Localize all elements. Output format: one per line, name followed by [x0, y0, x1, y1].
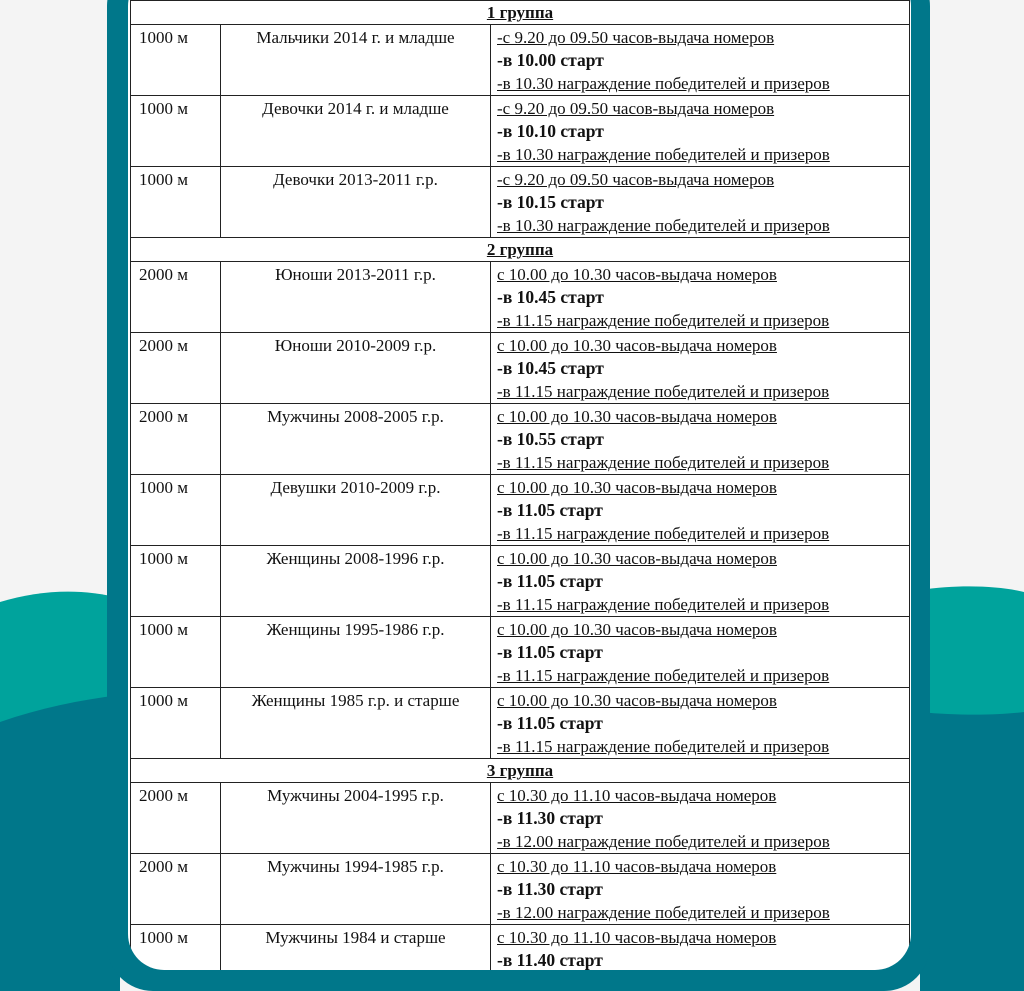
schedule-cell — [491, 333, 910, 404]
award-time: -в 11.15 награждение победителей и призеров — [497, 524, 830, 543]
distance-cell: 1000 м — [131, 617, 221, 688]
number-issue-time: с 10.00 до 10.30 часов-выдача номеров — [497, 549, 777, 568]
table-row — [131, 262, 910, 333]
distance-cell: 1000 м — [131, 925, 221, 971]
table-row — [131, 854, 910, 925]
award-time: -в 11.15 награждение победителей и призеров — [497, 595, 830, 614]
category-cell: Девочки 2013-2011 г.р. — [221, 167, 491, 238]
start-time: -в 11.05 старт — [497, 571, 603, 591]
distance-cell: 1000 м — [131, 546, 221, 617]
start-time: -в 11.40 старт — [497, 950, 603, 970]
group-header-row — [131, 1, 910, 25]
award-time: -в 12.00 награждение победителей и призеров — [497, 832, 830, 851]
table-row — [131, 688, 910, 759]
schedule-document — [130, 0, 909, 970]
start-time: -в 10.55 старт — [497, 429, 604, 449]
number-issue-time: -с 9.20 до 09.50 часов-выдача номеров — [497, 28, 775, 47]
category-cell: Мальчики 2014 г. и младше — [221, 25, 491, 96]
group-title: 3 группа — [131, 759, 910, 783]
number-issue-time: -с 9.20 до 09.50 часов-выдача номеров — [497, 99, 775, 118]
number-issue-time: с 10.00 до 10.30 часов-выдача номеров — [497, 336, 777, 355]
table-row — [131, 546, 910, 617]
schedule-cell — [491, 262, 910, 333]
distance-cell: 2000 м — [131, 783, 221, 854]
group-header-row — [131, 759, 910, 783]
number-issue-time: с 10.30 до 11.10 часов-выдача номеров — [497, 857, 777, 876]
table-row — [131, 617, 910, 688]
table-row — [131, 783, 910, 854]
category-cell: Мужчины 2004-1995 г.р. — [221, 783, 491, 854]
schedule-cell — [491, 546, 910, 617]
table-row — [131, 96, 910, 167]
award-time: -в 11.15 награждение победителей и призеров — [497, 737, 830, 756]
right-wave-dark — [920, 712, 1024, 991]
number-issue-time: с 10.00 до 10.30 часов-выдача номеров — [497, 620, 777, 639]
award-time: -в 10.30 награждение победителей и призеров — [497, 74, 830, 93]
schedule-cell — [491, 475, 910, 546]
group-header-row — [131, 238, 910, 262]
number-issue-time: с 10.00 до 10.30 часов-выдача номеров — [497, 265, 777, 284]
number-issue-time: с 10.00 до 10.30 часов-выдача номеров — [497, 407, 777, 426]
schedule-cell — [491, 854, 910, 925]
category-cell: Женщины 1995-1986 г.р. — [221, 617, 491, 688]
distance-cell: 1000 м — [131, 25, 221, 96]
award-time: -в 11.15 награждение победителей и призеров — [497, 382, 830, 401]
award-time: -в 11.15 награждение победителей и призеров — [497, 311, 830, 330]
start-time: -в 11.05 старт — [497, 500, 603, 520]
start-time: -в 10.00 старт — [497, 50, 604, 70]
award-time: -в 11.15 награждение победителей и призеров — [497, 453, 830, 472]
schedule-cell — [491, 167, 910, 238]
table-row — [131, 925, 910, 971]
group-title: 1 группа — [131, 1, 910, 25]
schedule-cell — [491, 925, 910, 971]
distance-cell: 2000 м — [131, 404, 221, 475]
number-issue-time: -с 9.20 до 09.50 часов-выдача номеров — [497, 170, 775, 189]
start-time: -в 11.30 старт — [497, 879, 603, 899]
schedule-table — [130, 0, 910, 970]
number-issue-time: с 10.00 до 10.30 часов-выдача номеров — [497, 691, 777, 710]
award-time: -в 11.15 награждение победителей и призеров — [497, 666, 830, 685]
award-time: -в 10.30 награждение победителей и призеров — [497, 145, 830, 164]
distance-cell: 1000 м — [131, 96, 221, 167]
category-cell: Женщины 2008-1996 г.р. — [221, 546, 491, 617]
category-cell: Юноши 2013-2011 г.р. — [221, 262, 491, 333]
schedule-cell — [491, 25, 910, 96]
start-time: -в 11.05 старт — [497, 642, 603, 662]
group-title: 2 группа — [131, 238, 910, 262]
table-row — [131, 475, 910, 546]
left-wave-dark — [0, 695, 120, 991]
category-cell: Девушки 2010-2009 г.р. — [221, 475, 491, 546]
document-card — [128, 0, 911, 970]
award-time: -в 12.00 награждение победителей и призеров — [497, 903, 830, 922]
award-time: -в 10.30 награждение победителей и призеров — [497, 216, 830, 235]
table-row — [131, 333, 910, 404]
table-row — [131, 25, 910, 96]
distance-cell: 2000 м — [131, 333, 221, 404]
distance-cell: 2000 м — [131, 854, 221, 925]
start-time: -в 10.45 старт — [497, 287, 604, 307]
start-time: -в 11.05 старт — [497, 713, 603, 733]
start-time: -в 10.45 старт — [497, 358, 604, 378]
distance-cell: 2000 м — [131, 262, 221, 333]
category-cell: Юноши 2010-2009 г.р. — [221, 333, 491, 404]
schedule-cell — [491, 404, 910, 475]
category-cell: Мужчины 1984 и старше — [221, 925, 491, 971]
schedule-cell — [491, 688, 910, 759]
schedule-cell — [491, 783, 910, 854]
category-cell: Женщины 1985 г.р. и старше — [221, 688, 491, 759]
schedule-cell — [491, 617, 910, 688]
number-issue-time: с 10.30 до 11.10 часов-выдача номеров — [497, 928, 777, 947]
category-cell: Мужчины 2008-2005 г.р. — [221, 404, 491, 475]
number-issue-time: с 10.30 до 11.10 часов-выдача номеров — [497, 786, 777, 805]
distance-cell: 1000 м — [131, 688, 221, 759]
category-cell: Девочки 2014 г. и младше — [221, 96, 491, 167]
start-time: -в 10.15 старт — [497, 192, 604, 212]
start-time: -в 11.30 старт — [497, 808, 603, 828]
number-issue-time: с 10.00 до 10.30 часов-выдача номеров — [497, 478, 777, 497]
category-cell: Мужчины 1994-1985 г.р. — [221, 854, 491, 925]
schedule-table-body — [131, 1, 910, 971]
distance-cell: 1000 м — [131, 475, 221, 546]
schedule-cell — [491, 96, 910, 167]
distance-cell: 1000 м — [131, 167, 221, 238]
table-row — [131, 404, 910, 475]
table-row — [131, 167, 910, 238]
start-time: -в 10.10 старт — [497, 121, 604, 141]
